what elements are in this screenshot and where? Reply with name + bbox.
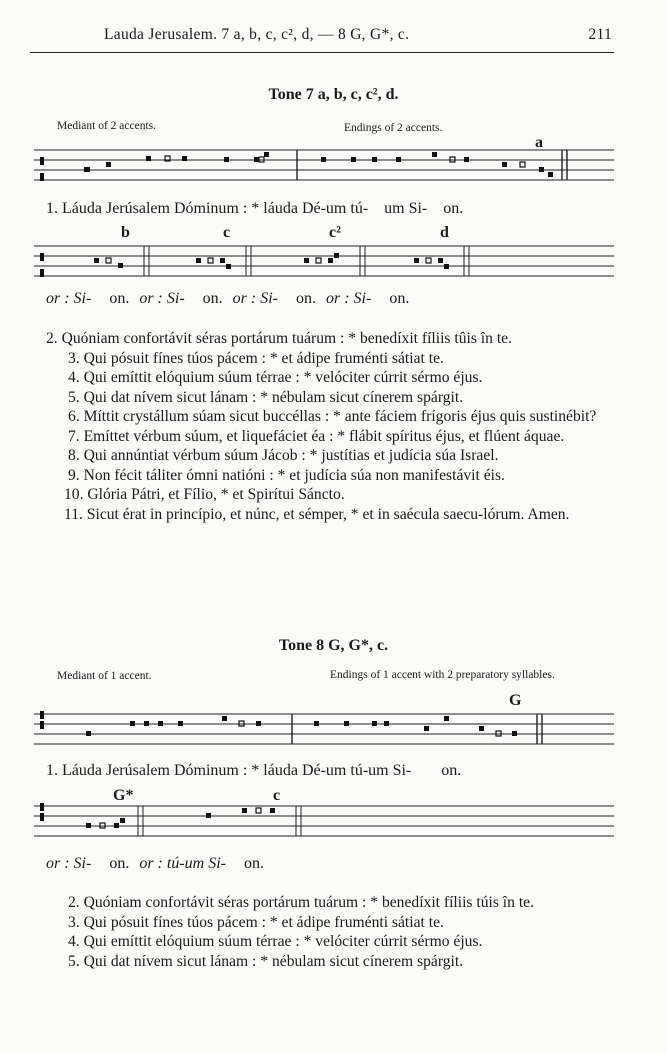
tone7-endings-label: Endings of 2 accents. <box>344 122 443 134</box>
tone7-title: Tone 7 a, b, c, c², d. <box>268 86 399 103</box>
tone8-ending-label-c: c <box>273 787 281 804</box>
ending-b-on: on. <box>109 290 130 307</box>
ending-c8-on: on. <box>243 855 264 872</box>
verse-7-9: 9. Non fécit táliter ómni natióni : * et judícia súa non manifestávit éis. <box>68 466 505 484</box>
ending-c-si: or : Si- <box>139 290 185 307</box>
tone7-staff-2 <box>34 244 614 286</box>
running-header <box>52 26 612 50</box>
ending-d-on: on. <box>389 290 410 307</box>
verse-8-2: 2. Quóniam confortávit séras portárum tuárum : * benedíxit fíliis túis în te. <box>68 894 534 911</box>
verse-7-10: 10. Glória Pátri, et Fílio, * et Spirítui Sáncto. <box>64 486 345 503</box>
verse-8-5: 5. Qui dat nívem sicut lánam : * nébulam sicut cínerem spárgit. <box>68 952 464 970</box>
tone8-lyric-on: on. <box>441 762 462 779</box>
tone8-mediant-label: Mediant of 1 accent. <box>57 670 152 682</box>
tone7-ending-label-c: c <box>223 224 231 241</box>
verse-7-6: 6. Míttit crystállum súam sicut buccéllas : * ante fáciem frígoris éjus quis sustinébit? <box>68 408 597 425</box>
running-title: Lauda Jerusalem. 7 a, b, c, c², d, — 8 G, G*, c. <box>104 26 410 43</box>
header-rule <box>30 52 614 53</box>
ending-c2-si: or : Si- <box>232 290 278 307</box>
verse-8-3: 3. Qui pósuit fínes túos pácem : * et ádipe fruménti sátiat te. <box>68 913 444 931</box>
tone7-ending-label-b: b <box>121 224 130 241</box>
tone8-staff-1 <box>34 712 614 754</box>
tone7-lyric-line1 <box>46 200 463 218</box>
ending-c-tuum-si: or : tú-um Si- <box>139 855 226 872</box>
tone7-ending-label-d: d <box>440 224 449 241</box>
ending-b-si: or : Si- <box>46 290 92 307</box>
ending-Gstar-si: or : Si- <box>46 855 92 872</box>
verse-8-4: 4. Qui emíttit elóquium súum térrae : * velóciter cúrrit sérmo éjus. <box>68 933 483 950</box>
tone7-ending-label-a: a <box>535 134 543 151</box>
tone7-ending-label-c2: c² <box>329 224 341 241</box>
verse-7-11: 11. Sicut érat in princípio, et núnc, et sémper, * et in saécula saecu-lórum. Amen. <box>64 505 570 523</box>
tone7-lyric-si: um Si- <box>384 200 428 217</box>
verse-7-7: 7. Emíttet vérbum súum, et liquefáciet éa : * flábit spíritus éjus, et flúent áquae. <box>68 427 565 445</box>
tone8-lyric-line1 <box>46 762 461 780</box>
ending-d-si: or : Si- <box>325 290 372 307</box>
tone7-lyric-on: on. <box>443 200 464 217</box>
tone8-staff-2 <box>34 804 614 846</box>
tone7-lyric-main: 1. Láuda Jerúsalem Dóminum : * láuda Dé-um tú- <box>46 200 369 217</box>
verse-7-8: 8. Qui annúntiat vérbum súum Jácob : * justítias et judícia súa Israel. <box>68 447 499 464</box>
tone7-mediant-label: Mediant of 2 accents. <box>57 120 156 132</box>
ending-Gstar-on: on. <box>109 855 130 872</box>
verse-7-3: 3. Qui pósuit fínes túos pácem : * et ádipe fruménti sátiat te. <box>68 349 444 367</box>
verse-7-5: 5. Qui dat nívem sicut lánam : * nébulam sicut cínerem spárgit. <box>68 388 464 406</box>
tone7-endings-lyric <box>46 290 409 308</box>
tone8-ending-label-G: G <box>509 692 522 709</box>
page-number: 211 <box>588 26 612 43</box>
tone8-lyric-main: 1. Láuda Jerúsalem Dóminum : * láuda Dé-um tú-um Si- <box>46 762 412 779</box>
tone7-verses <box>46 329 612 524</box>
ending-c2-on: on. <box>295 290 316 307</box>
tone8-endings-label: Endings of 1 accent with 2 preparatory syllables. <box>330 669 555 681</box>
ending-c-on: on. <box>202 290 223 307</box>
tone8-title: Tone 8 G, G*, c. <box>278 637 389 654</box>
verse-7-2: 2. Quóniam confortávit séras portárum tuárum : * benedíxit fíliis tûis în te. <box>46 330 512 347</box>
tone8-endings-lyric <box>46 855 264 873</box>
tone8-verses <box>46 893 612 971</box>
tone7-staff-1 <box>34 148 614 190</box>
tone8-ending-label-Gstar: G* <box>113 787 134 804</box>
verse-7-4: 4. Qui emíttit elóquium súum térrae : * velóciter cúrrit sérmo éjus. <box>68 369 483 386</box>
